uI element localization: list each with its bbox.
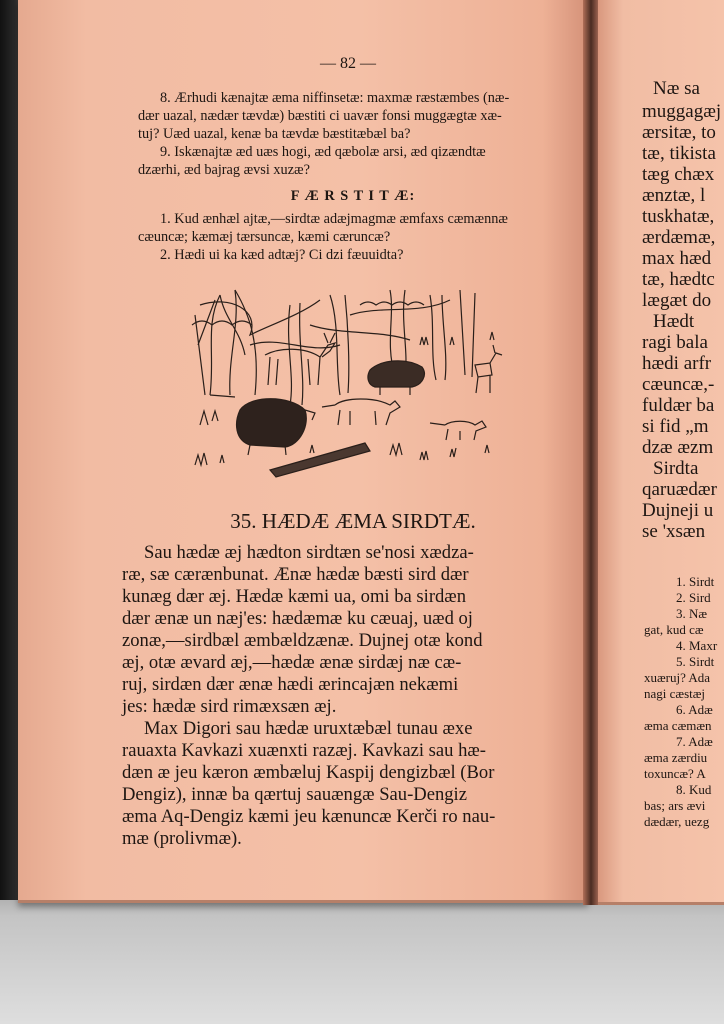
right-page-line: Hædt	[653, 311, 695, 332]
right-page-line: tæ, tikista	[642, 143, 716, 164]
right-page-question-line: 5. Sirdt	[676, 654, 715, 669]
right-page-question-line: xuæruj? Ada	[644, 670, 711, 685]
right-page-line: dzæ æzm	[642, 437, 714, 458]
question-9-line-2: dzærhi, æd bajrag ævsi xuzæ?	[138, 162, 310, 178]
lesson-title: 35. HÆDÆ ÆMA SIRDTÆ.	[230, 509, 476, 533]
question-8-line-1: 8. Ærhudi kænajtæ æma niffinsetæ: maxmæ ræstæmbes (næ-	[160, 90, 510, 106]
page-number: — 82 —	[320, 55, 376, 72]
right-page-line: Dujneji u	[642, 500, 714, 521]
right-page-line: ænztæ, l	[642, 185, 706, 206]
exercise-1-line-1: 1. Kud ænhæl ajtæ,—sirdtæ adæjmagmæ æmfaxs cæmænnæ	[160, 211, 508, 227]
right-page-line: cæuncæ,-	[642, 374, 715, 395]
right-page-line: tæ, hædtc	[642, 269, 715, 290]
right-page-question-line: 7. Adæ	[676, 734, 713, 749]
exercise-1-line-2: cæuncæ; kæmæj tærsuncæ, kæmi cæruncæ?	[138, 229, 391, 245]
right-page-line: Sirdta	[653, 458, 699, 479]
right-page-question-line: nagi cæstæj	[644, 686, 706, 701]
book-gutter	[583, 0, 599, 905]
paragraph-2-line-2: rauaxta Kavkazi xuænxti razæj. Kavkazi sau hæ-	[122, 740, 487, 761]
right-page-line: se 'xsæn	[642, 521, 706, 542]
right-page-question-line: æma zærdiu	[644, 750, 708, 765]
right-page-question-line: 6. Adæ	[676, 702, 713, 717]
right-page-line: ragi bala	[642, 332, 708, 353]
right-page-question-line: 4. Maxr	[676, 638, 718, 653]
right-page-line: si fid „m	[642, 416, 709, 437]
right-page-question-line: æma cæmæn	[644, 718, 712, 733]
right-page-question-line: gat, kud cæ	[644, 622, 704, 637]
section-heading: F Æ R S T I T Æ:	[290, 188, 416, 204]
paragraph-1-line-8: jes: hædæ sird rimæxsæn æj.	[122, 696, 337, 717]
right-page-line: qaruædær	[642, 479, 717, 500]
right-page-question-line: 2. Sird	[676, 590, 711, 605]
question-8-line-2: dær uazal, nædær tævdæ) bæstiti ci uavær fonsi muggægtæ xæ-	[138, 108, 502, 124]
right-page-question-line: 3. Næ	[676, 606, 708, 621]
right-page-line: tæg chæx	[642, 164, 715, 185]
right-page-question-line: 1. Sirdt	[676, 574, 715, 589]
paragraph-1-line-4: dær ænæ un næj'es: hædæmæ ku cæuaj, uæd oj	[122, 608, 473, 629]
paragraph-1-line-5: zonæ,—sirdbæl æmbældzænæ. Dujnej otæ kond	[122, 630, 483, 651]
left-page	[18, 0, 588, 903]
right-page-line: lægæt do	[642, 290, 712, 311]
right-page-line: muggagæj	[642, 101, 722, 122]
question-9-line-1: 9. Iskænajtæ æd uæs hogi, æd qæbolæ arsi, æd qizændtæ	[160, 144, 486, 160]
right-page-line: ærdæmæ,	[642, 227, 716, 248]
paragraph-1-line-2: ræ, sæ cærænbunat. Ænæ hædæ bæsti sird dær	[122, 564, 469, 585]
paragraph-2-line-6: mæ (prolivmæ).	[122, 828, 242, 849]
right-page-line: fuldær ba	[642, 395, 715, 416]
paragraph-1-line-6: æj, otæ ævard æj,—hædæ ænæ sirdæj næ cæ-	[122, 652, 462, 673]
paragraph-1-line-3: kunæg dær æj. Hædæ kæmi ua, omi ba sirdæn	[122, 586, 467, 607]
right-page-line: hædi arfr	[642, 353, 712, 374]
paragraph-2-line-1: Max Digori sau hædæ uruxtæbæl tunau æxe	[144, 718, 473, 739]
paragraph-2-line-4: Dengiz), innæ ba qærtuj sauængæ Sau-Dengiz	[122, 784, 467, 805]
right-page-line: Næ sa	[653, 78, 700, 99]
question-8-line-3: tuj? Uæd uazal, kenæ ba tævdæ bæstitæbæl ba?	[138, 126, 411, 142]
right-page-line: ærsitæ, to	[642, 122, 716, 143]
paragraph-2-line-5: æma Aq-Dengiz kæmi jeu kænuncæ Kerči ro nau-	[122, 806, 496, 827]
forest-animals-illustration	[190, 285, 510, 480]
paragraph-2-line-3: dæn æ jeu kæron æmbæluj Kaspij dengizbæl (Bor	[122, 762, 495, 783]
right-page-question-line: bas; ars ævi	[644, 798, 706, 813]
right-page-question-line: toxuncæ? A	[644, 766, 706, 781]
paragraph-1-line-1: Sau hædæ æj hædton sirdtæn se'nosi xædza-	[144, 542, 474, 563]
exercise-2-line-1: 2. Hædi ui ka kæd adtæj? Ci dzi fæuuidta?	[160, 247, 404, 263]
right-page	[598, 0, 724, 905]
paragraph-1-line-7: ruj, sirdæn dær ænæ hædi ærincajæn nekæmi	[122, 674, 459, 695]
right-page-line: tuskhatæ,	[642, 206, 715, 227]
right-page-question-line: 8. Kud	[676, 782, 712, 797]
right-page-line: max hæd	[642, 248, 712, 269]
right-page-question-line: dædær, uezg	[644, 814, 710, 829]
